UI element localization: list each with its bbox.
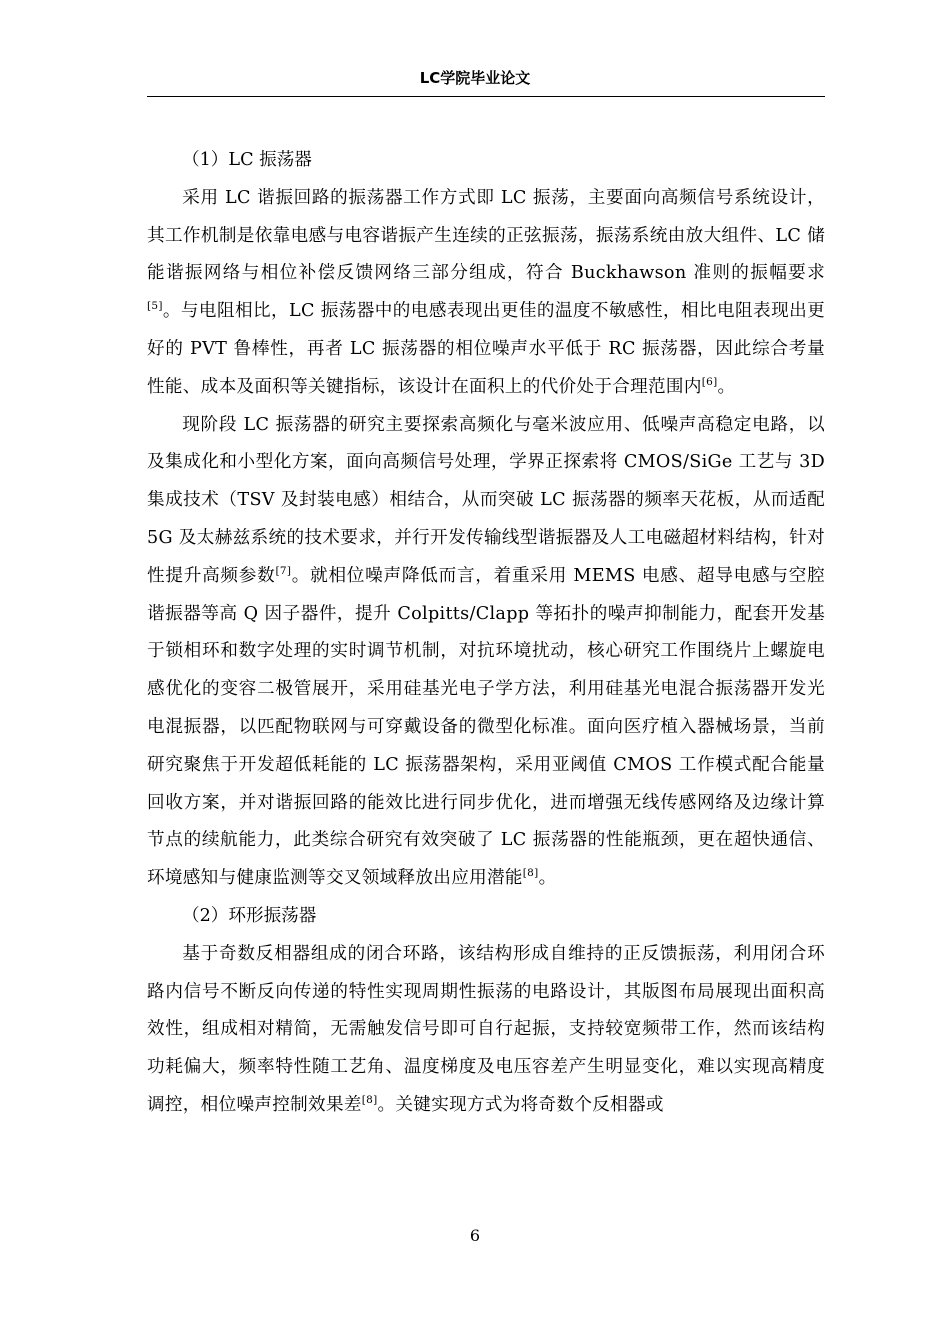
citation-ref: [6]: [701, 375, 718, 388]
paragraph-lc-research: [147, 407, 825, 898]
running-header-title: LC学院毕业论文: [419, 69, 531, 87]
paragraph-lc-overview: [147, 180, 825, 407]
citation-ref: [5]: [147, 300, 163, 313]
paragraph-text: 。: [717, 376, 736, 397]
paragraph-ring-overview: [147, 936, 825, 1125]
citation-ref: [7]: [275, 564, 292, 577]
header-rule: [147, 96, 825, 97]
paragraph-text: 采用 LC 谐振回路的振荡器工作方式即 LC 振荡，主要面向高频信号系统设计，其工作机制是依靠电感与电容谐振产生连续的正弦振荡，振荡系统由放大组件、LC 储能谐振网络与相位补偿反馈网络三部分组成，符合 Buckhawson 准则的振幅要求: [147, 187, 825, 284]
paragraph-text: 。关键实现方式为将奇数个反相器或: [377, 1094, 664, 1115]
citation-ref: [8]: [361, 1094, 378, 1107]
paragraph-text: 。与电阻相比，LC 振荡器中的电感表现出更佳的温度不敏感性，相比电阻表现出更好的 PVT 鲁棒性，再者 LC 振荡器的相位噪声水平低于 RC 振荡器，因此综合考量性能、成本及面积等关键指标，该设计在面积上的代价处于合理范围内: [147, 301, 825, 397]
citation-ref: [8]: [522, 867, 539, 880]
paragraph-text: 。: [538, 868, 557, 889]
section-heading-lc-oscillator: （1）LC 振荡器: [182, 150, 312, 170]
page-number: 6: [469, 1226, 481, 1245]
paragraph-text: 。就相位噪声降低而言，着重采用 MEMS 电感、超导电感与空腔谐振器等高 Q 因子器件，提升 Colpitts/Clapp 等拓扑的噪声抑制能力，配套开发基于锁相环和数字处理的实时调节机制，对抗环境扰动，核心研究工作围绕片上螺旋电感优化的变容二极管展开，采用硅基光电子学方法，利用硅基光电混合振荡器开发光电混振器，以匹配物联网与可穿戴设备的微型化标准。面向医疗植入器械场景，当前研究聚焦于开发超低耗能的 LC 振荡器架构，采用亚阈值 CMOS 工作模式配合能量回收方案，并对谐振回路的能效比进行同步优化，进而增强无线传感网络及边缘计算节点的续航能力，此类综合研究有效突破了 LC 振荡器的性能瓶颈，更在超快通信、环境感知与健康监测等交叉领域释放出应用潜能: [147, 565, 825, 889]
paragraph-text: 现阶段 LC 振荡器的研究主要探索高频化与毫米波应用、低噪声高稳定电路，以及集成化和小型化方案，面向高频信号处理，学界正探索将 CMOS/SiGe 工艺与 3D 集成技术（TSV 及封装电感）相结合，从而突破 LC 振荡器的频率天花板，从而适配 5G 及太赫兹系统的技术要求，并行开发传输线型谐振器及人工电磁超材料结构，针对性提升高频参数: [147, 414, 825, 586]
body-text: [147, 142, 825, 1125]
section-heading-ring-oscillator: （2）环形振荡器: [182, 905, 317, 926]
paragraph-text: 基于奇数反相器组成的闭合环路，该结构形成自维持的正反馈振荡，利用闭合环路内信号不断反向传递的特性实现周期性振荡的电路设计，其版图布局展现出面积高效性，组成相对精简，无需触发信号即可自行起振，支持较宽频带工作，然而该结构功耗偏大，频率特性随工艺角、温度梯度及电压容差产生明显变化，难以实现高精度调控，相位噪声控制效果差: [147, 943, 825, 1115]
